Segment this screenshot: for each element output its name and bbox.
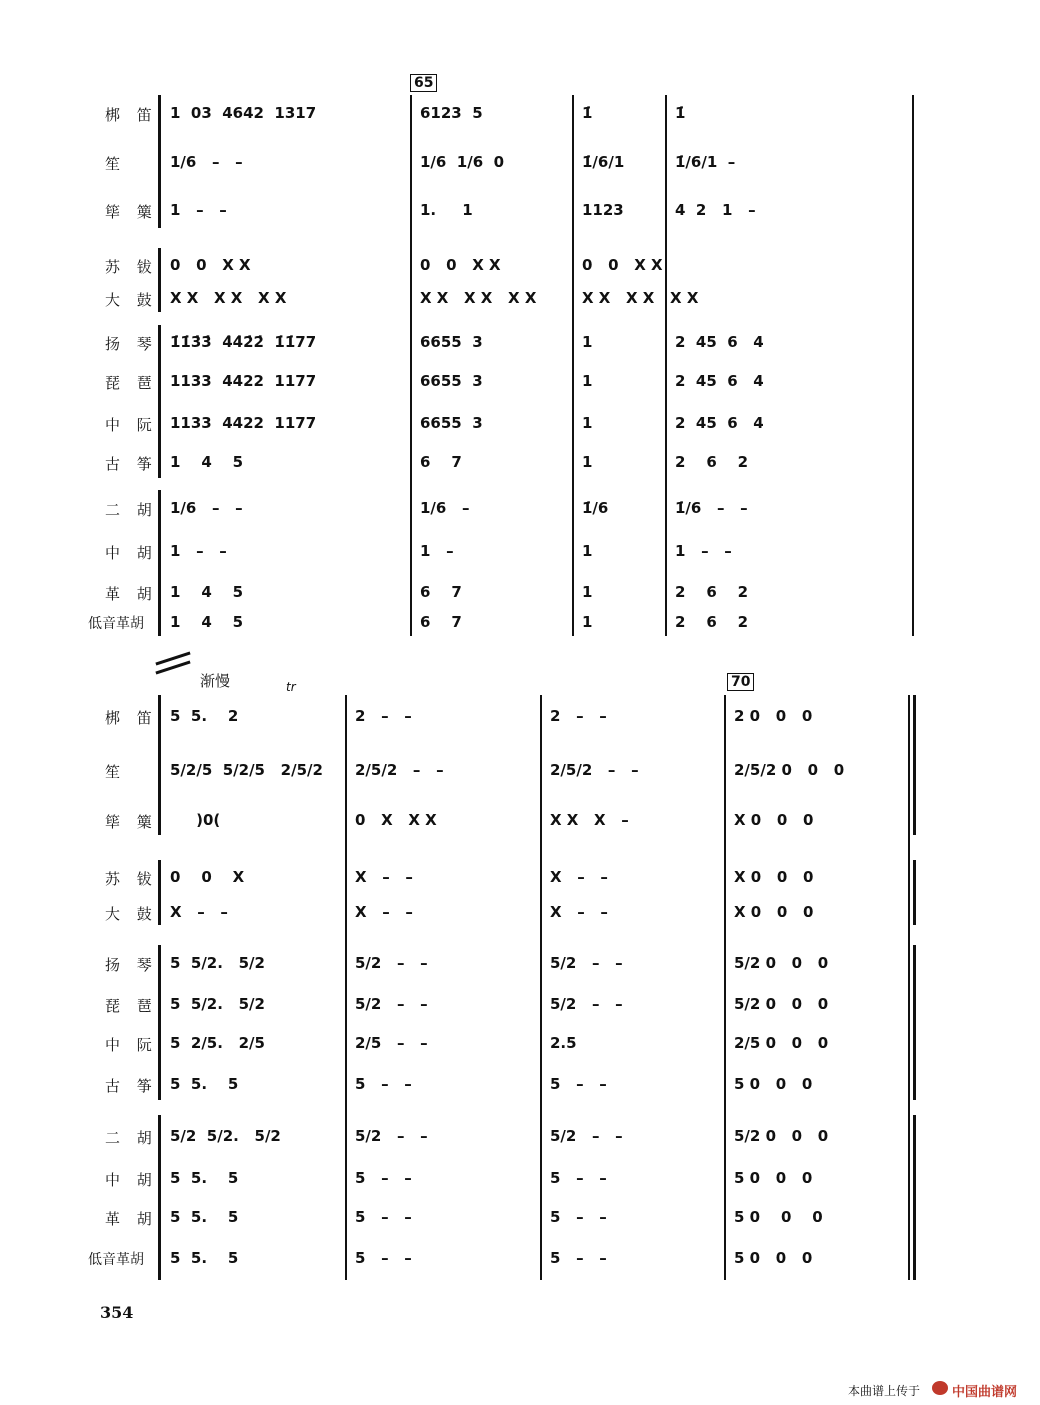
measure-notes: 5/2 0 0 0 [734,995,829,1013]
measure-notes: X X X – [550,811,629,829]
final-barline [913,945,916,1100]
rehearsal-mark-65: 65 [410,74,437,92]
measure-notes: X – – [550,903,608,921]
measure-notes: 1 [582,414,593,432]
instrument-label: 中 阮 [105,1036,158,1054]
measure-notes: 2 45 6 4 [675,372,764,390]
instrument-label: 苏 钹 [105,870,158,888]
instrument-label: 二 胡 [105,1129,158,1147]
instrument-label: 中 胡 [105,1171,158,1189]
final-barline [913,1115,916,1280]
instrument-label: 革 胡 [105,1210,158,1228]
measure-notes: X – – [170,903,228,921]
measure-notes: 1 [582,333,593,351]
instrument-label: 扬 琴 [105,335,158,353]
credit-text: 本曲谱上传于 [848,1384,921,1398]
measure-notes: 5 5. 5 [170,1208,239,1226]
measure-notes: 2 6 2 [675,613,749,631]
instrument-label: 梆 笛 [105,709,158,727]
instrument-label: 琵 琶 [105,997,158,1015]
measure-notes: 5 – – [355,1075,412,1093]
measure-notes: 5 5. 5 [170,1075,239,1093]
measure-notes: 6123 5 [420,104,483,122]
measure-notes: X 0 0 0 [734,811,814,829]
measure-notes: 1 – [420,542,454,560]
measure-notes: 6655 3 [420,333,483,351]
measure-notes: 5 0 0 0 [734,1249,813,1267]
measure-notes: 1 4 5 [170,583,244,601]
measure-notes: 5/2 5/2. 5/2 [170,1127,281,1145]
barline [724,695,726,1280]
measure-notes: 5 5. 2 [170,707,239,725]
measure-notes: 1̇1̇3̇3̇ 4̇4̇2̇2̇ 1̇1̇77 [170,333,317,351]
measure-notes: 5/2 – – [355,954,428,972]
measure-notes: X 0 0 0 [734,868,814,886]
measure-notes: 6655 3 [420,372,483,390]
measure-notes: 0 0 X X [420,256,501,274]
instrument-label: 筚 篥 [105,813,158,831]
instrument-label: 大 鼓 [105,291,158,309]
instrument-label: 中 阮 [105,416,158,434]
measure-notes: 1 03 4642 1317 [170,104,317,122]
measure-notes: 0 0 X X [170,256,251,274]
measure-notes: 4 2 1 – [675,201,756,219]
measure-notes: X X X X X X [170,289,287,307]
measure-notes: 5/2 – – [550,995,623,1013]
measure-notes: 1/6 – – [170,499,243,517]
measure-notes: 0 X X X [355,811,437,829]
measure-notes: 1 [582,613,593,631]
measure-notes: 1/6 – – [170,153,243,171]
measure-notes: 5 – – [355,1169,412,1187]
rehearsal-mark-70: 70 [727,673,754,691]
measure-notes: 5/2 – – [355,995,428,1013]
measure-notes: 2 45 6 4 [675,414,764,432]
measure-notes: 2/5/2 0 0 0 [734,761,845,779]
barline [410,95,412,636]
group-bracket [158,1115,161,1280]
measure-notes: X – – [550,868,608,886]
final-barline [913,695,916,835]
measure-notes: 5 5/2. 5/2 [170,995,265,1013]
group-bracket [158,95,161,228]
measure-notes: 5/2 – – [550,954,623,972]
instrument-label: 古 筝 [105,1077,158,1095]
measure-notes: 2.5 [550,1034,577,1052]
measure-notes: 1̇/6/1 [582,153,625,171]
measure-notes: 5 5. 5 [170,1249,239,1267]
measure-notes: 0 0 X X [582,256,663,274]
barline [908,695,910,1280]
group-bracket [158,945,161,1100]
instrument-label: 大 鼓 [105,905,158,923]
measure-notes: 1 [582,583,593,601]
measure-notes: 6655 3 [420,414,483,432]
barline [345,695,347,1280]
logo-icon [932,1381,948,1395]
instrument-label: 革 胡 [105,585,158,603]
measure-notes: 6 7 [420,583,462,601]
measure-notes: 5 – – [550,1075,607,1093]
group-bracket [158,695,161,835]
tempo-marking: 渐慢 [200,672,231,690]
measure-notes: 0 0 X [170,868,245,886]
measure-notes: 1123 [582,201,624,219]
measure-notes: 5 – – [355,1249,412,1267]
group-bracket [158,325,161,478]
measure-notes: 1̇ [675,104,686,122]
instrument-label: 扬 琴 [105,956,158,974]
measure-notes: 1 [582,372,593,390]
measure-notes: 5 0 0 0 [734,1075,813,1093]
measure-notes: 5/2/5 5/2/5 2/5/2 [170,761,323,779]
instrument-label: 中 胡 [105,544,158,562]
measure-notes: 6 7 [420,613,462,631]
measure-notes: 2/5 0 0 0 [734,1034,829,1052]
measure-notes: 5 – – [550,1249,607,1267]
measure-notes: 5/2 – – [355,1127,428,1145]
instrument-label: 梆 笛 [105,106,158,124]
measure-notes: X X X X X X [582,289,699,307]
instrument-label: 筚 篥 [105,203,158,221]
measure-notes: 5 – – [355,1208,412,1226]
group-bracket [158,490,161,636]
measure-notes: 5/2 – – [550,1127,623,1145]
measure-notes: 1133 4422 1177 [170,372,317,390]
measure-notes: 5 – – [550,1208,607,1226]
measure-notes: X – – [355,903,413,921]
measure-notes: 1133 4422 1177 [170,414,317,432]
measure-notes: X X X X X X [420,289,537,307]
measure-notes: 1 – – [170,201,227,219]
instrument-label: 笙 [105,763,127,781]
measure-notes: 5/2 0 0 0 [734,1127,829,1145]
barline [665,95,667,636]
measure-notes: 5 5/2. 5/2 [170,954,265,972]
measure-notes: 2 – – [550,707,607,725]
measure-notes: X 0 0 0 [734,903,814,921]
instrument-label: 琵 琶 [105,374,158,392]
measure-notes: 1̇ [582,104,593,122]
measure-notes: 5 2/5. 2/5 [170,1034,265,1052]
group-bracket [158,860,161,925]
measure-notes: 5 0 0 0 [734,1169,813,1187]
barline [572,95,574,636]
measure-notes: 2 6 2 [675,583,749,601]
measure-notes: 1/6 – [420,499,470,517]
measure-notes: 1 [582,453,593,471]
measure-notes: 5/2 0 0 0 [734,954,829,972]
trill-marking: tr [286,680,296,694]
measure-notes: 2 0 0 0 [734,707,813,725]
final-barline [913,860,916,925]
measure-notes: 5 0 0 0 [734,1208,823,1226]
measure-notes: 2 6 2 [675,453,749,471]
measure-notes: X – – [355,868,413,886]
measure-notes: )0( [170,811,221,829]
instrument-label: 低音革胡 [88,616,144,632]
measure-notes: 1 – – [675,542,732,560]
measure-notes: 5 – – [550,1169,607,1187]
measure-notes: 2 – – [355,707,412,725]
instrument-label: 古 筝 [105,455,158,473]
measure-notes: 1̇/6 – – [675,499,748,517]
measure-notes: 1 [582,542,593,560]
instrument-label: 笙 [105,155,127,173]
measure-notes: 6 7 [420,453,462,471]
barline [912,95,914,636]
measure-notes: 2/5 – – [355,1034,428,1052]
instrument-label: 低音革胡 [88,1252,144,1268]
group-bracket [158,248,161,312]
page-number: 354 [100,1303,134,1322]
measure-notes: 1̇/6/1 – [675,153,736,171]
measure-notes: 1 – – [170,542,227,560]
measure-notes: 5 5. 5 [170,1169,239,1187]
measure-notes: 2/5/2 – – [355,761,444,779]
instrument-label: 苏 钹 [105,258,158,276]
measure-notes: 2/5/2 – – [550,761,639,779]
measure-notes: 1̇/6 [582,499,609,517]
measure-notes: 1/6 1/6 0 [420,153,505,171]
measure-notes: 1. 1 [420,201,473,219]
measure-notes: 2 45 6 4 [675,333,764,351]
measure-notes: 1 4 5 [170,453,244,471]
measure-notes: 1 4 5 [170,613,244,631]
barline [540,695,542,1280]
credit-logo: 中国曲谱网 [952,1385,1018,1400]
instrument-label: 二 胡 [105,501,158,519]
